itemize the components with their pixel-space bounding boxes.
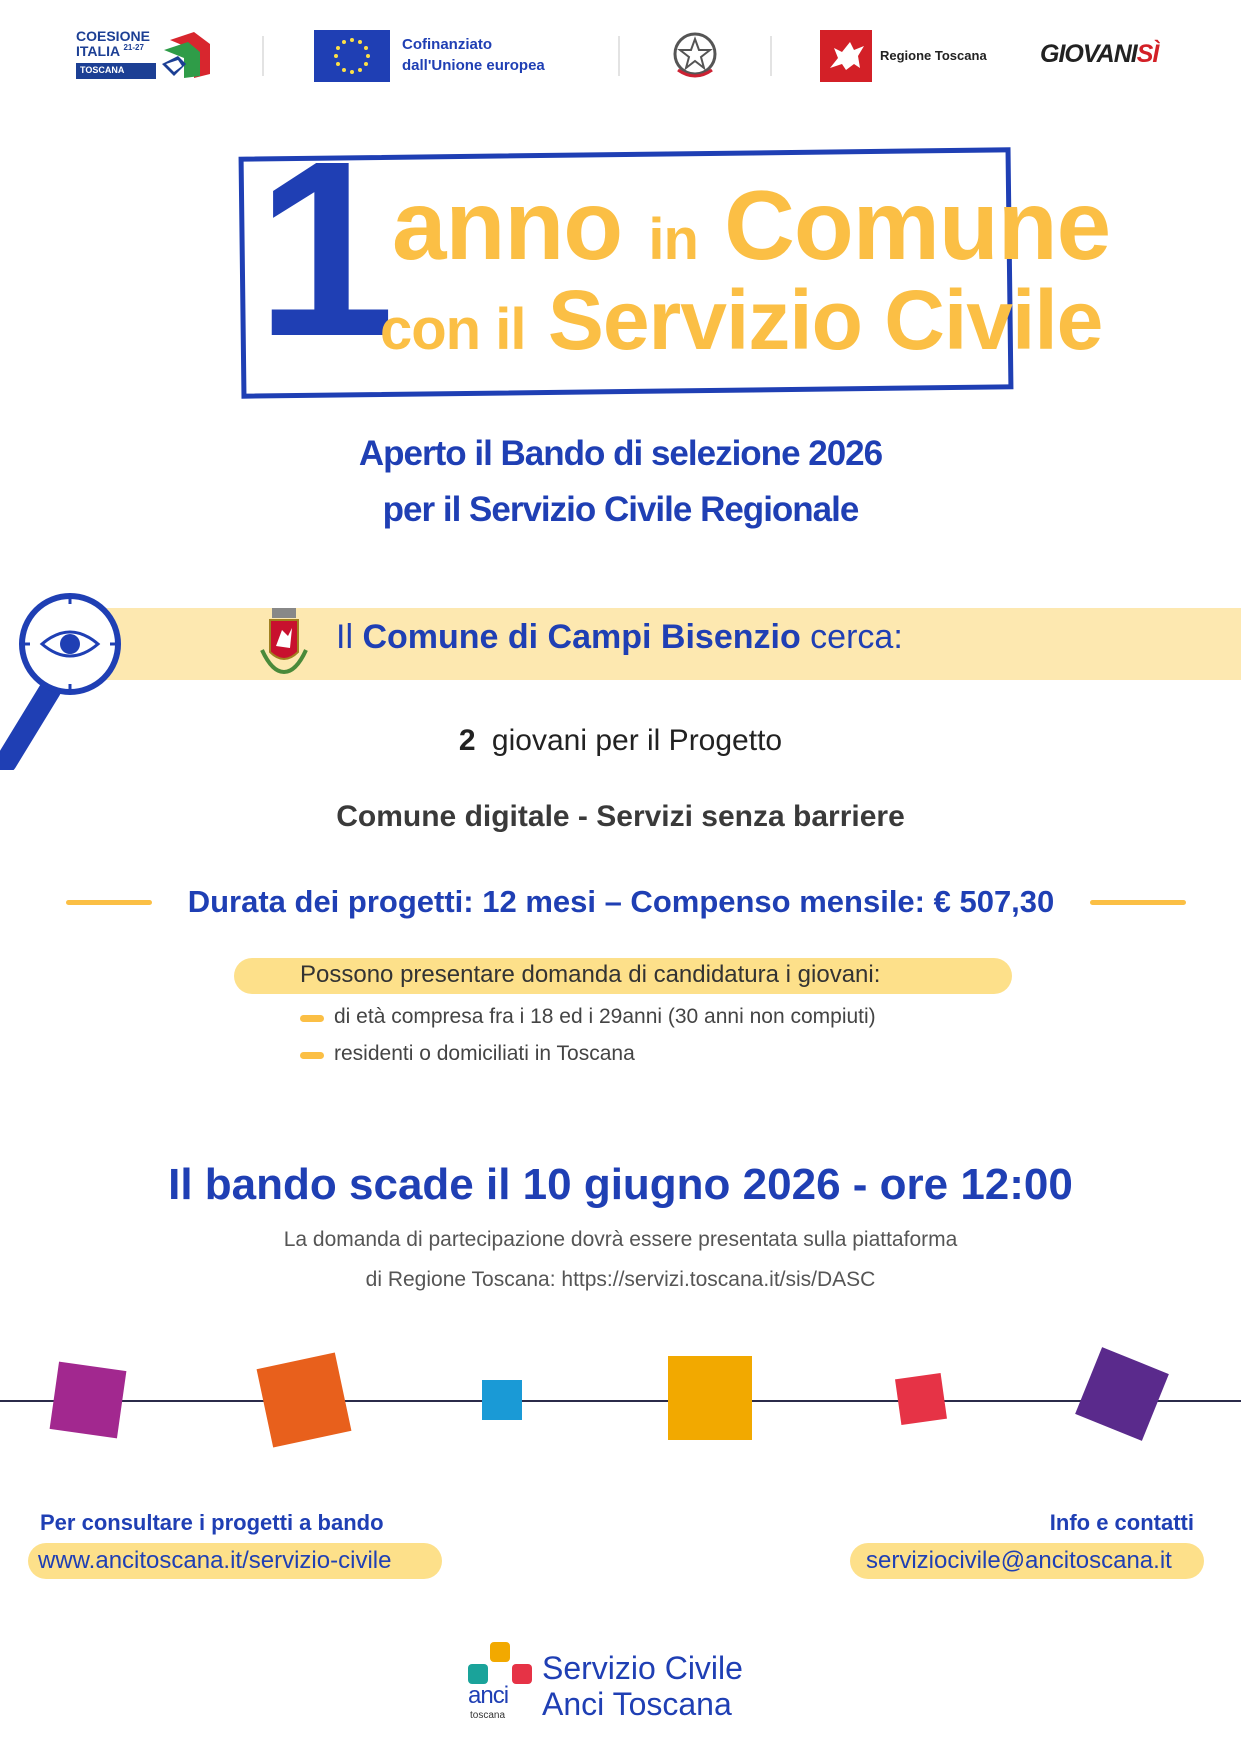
logo-separator xyxy=(618,36,620,76)
logo-separator xyxy=(262,36,264,76)
eligibility-item-residence: residenti o domiciliati in Toscana xyxy=(334,1042,635,1065)
brand-line2: Anci Toscana xyxy=(542,1686,732,1722)
decorative-square-orange xyxy=(257,1353,352,1448)
decorative-square-red xyxy=(895,1373,947,1425)
brand-line1: Servizio Civile xyxy=(542,1650,743,1686)
eligibility-bullet xyxy=(300,1015,324,1022)
eu-logo xyxy=(314,30,584,84)
decorative-square-gold xyxy=(668,1356,752,1440)
anci-square-red xyxy=(512,1664,532,1684)
title-anno: anno xyxy=(392,170,623,280)
title-comune: Comune xyxy=(724,170,1111,280)
squares-line xyxy=(0,1400,1241,1402)
footer-right-pill[interactable] xyxy=(850,1543,1204,1579)
coesione-region-box xyxy=(76,63,156,79)
regione-label: Regione Toscana xyxy=(880,48,987,63)
italy-emblem-icon xyxy=(670,30,720,82)
title-number: 1 xyxy=(256,109,390,388)
title-con-il: con il xyxy=(380,297,526,362)
banner-prefix: Il xyxy=(336,618,353,656)
banner-comune: Comune di Campi Bisenzio xyxy=(362,618,801,656)
project-intro-text: giovani per il Progetto xyxy=(491,724,783,757)
deadline-note-line1: La domanda di partecipazione dovrà essere presentata sulla piattaforma xyxy=(283,1228,958,1251)
banner-suffix: cerca: xyxy=(810,618,903,656)
decorative-square-violet xyxy=(1075,1347,1169,1441)
coesione-years: 21-27 xyxy=(123,43,144,52)
eu-line2: dall'Unione europea xyxy=(402,57,545,74)
banner-text xyxy=(336,618,903,657)
giovani-logo xyxy=(1040,40,1158,69)
giovani-text: GIOVANI xyxy=(1040,40,1137,68)
duration-dash-right xyxy=(1090,900,1186,905)
project-duration: Durata dei progetti: 12 mesi – Compenso mensile: € 507,30 xyxy=(187,884,1055,919)
footer-right-label: Info e contatti xyxy=(1049,1510,1194,1535)
title-line2 xyxy=(380,273,1103,372)
decorative-square-cyan xyxy=(482,1380,522,1420)
footer-left-pill[interactable] xyxy=(28,1543,442,1579)
coesione-italia: ITALIA xyxy=(76,43,120,59)
footer-left-link[interactable]: www.ancitoscana.it/servizio-civile xyxy=(38,1547,392,1574)
footer-left-label: Per consultare i progetti a bando xyxy=(40,1510,384,1535)
anci-brand xyxy=(464,1640,784,1730)
eu-flag-icon xyxy=(314,30,390,82)
giovani-si: SÌ xyxy=(1136,40,1159,68)
decorative-square-purple xyxy=(50,1362,127,1439)
deadline-note-line2: di Regione Toscana: https://servizi.toscana.it/sis/DASC xyxy=(365,1268,876,1291)
eligibility-heading: Possono presentare domanda di candidatura i giovani: xyxy=(300,961,881,988)
title-servizio-civile: Servizio Civile xyxy=(547,273,1103,367)
coesione-region: TOSCANA xyxy=(80,65,125,75)
project-name: Comune digitale - Servizi senza barriere xyxy=(336,800,905,833)
logo-bar xyxy=(0,0,1241,110)
subtitle-line1: Aperto il Bando di selezione 2026 xyxy=(358,434,883,473)
coesione-arrow-icon xyxy=(160,30,212,80)
coesione-logo xyxy=(74,28,214,84)
anci-square-orange xyxy=(490,1642,510,1662)
eu-line1: Cofinanziato xyxy=(402,36,492,53)
pegasus-icon xyxy=(820,30,872,82)
subtitle-line2: per il Servizio Civile Regionale xyxy=(382,490,859,529)
eligibility-bullet xyxy=(300,1052,324,1059)
anci-label: anci xyxy=(468,1682,509,1709)
anci-toscana-label: toscana xyxy=(470,1710,506,1721)
title-in: in xyxy=(648,207,698,272)
deadline-title: Il bando scade il 10 giugno 2026 - ore 12:00 xyxy=(168,1160,1073,1209)
coat-of-arms-icon xyxy=(258,606,310,678)
anci-square-teal xyxy=(468,1664,488,1684)
footer-right-link[interactable]: serviziocivile@ancitoscana.it xyxy=(866,1547,1172,1574)
eligibility-item-age: di età compresa fra i 18 ed i 29anni (30 anni non compiuti) xyxy=(334,1005,876,1028)
logo-separator xyxy=(770,36,772,76)
duration-dash-left xyxy=(66,900,152,905)
project-count: 2 xyxy=(458,724,476,757)
coesione-line2 xyxy=(76,43,144,59)
coesione-line1: COESIONE xyxy=(76,28,150,44)
project-intro xyxy=(0,724,1241,758)
